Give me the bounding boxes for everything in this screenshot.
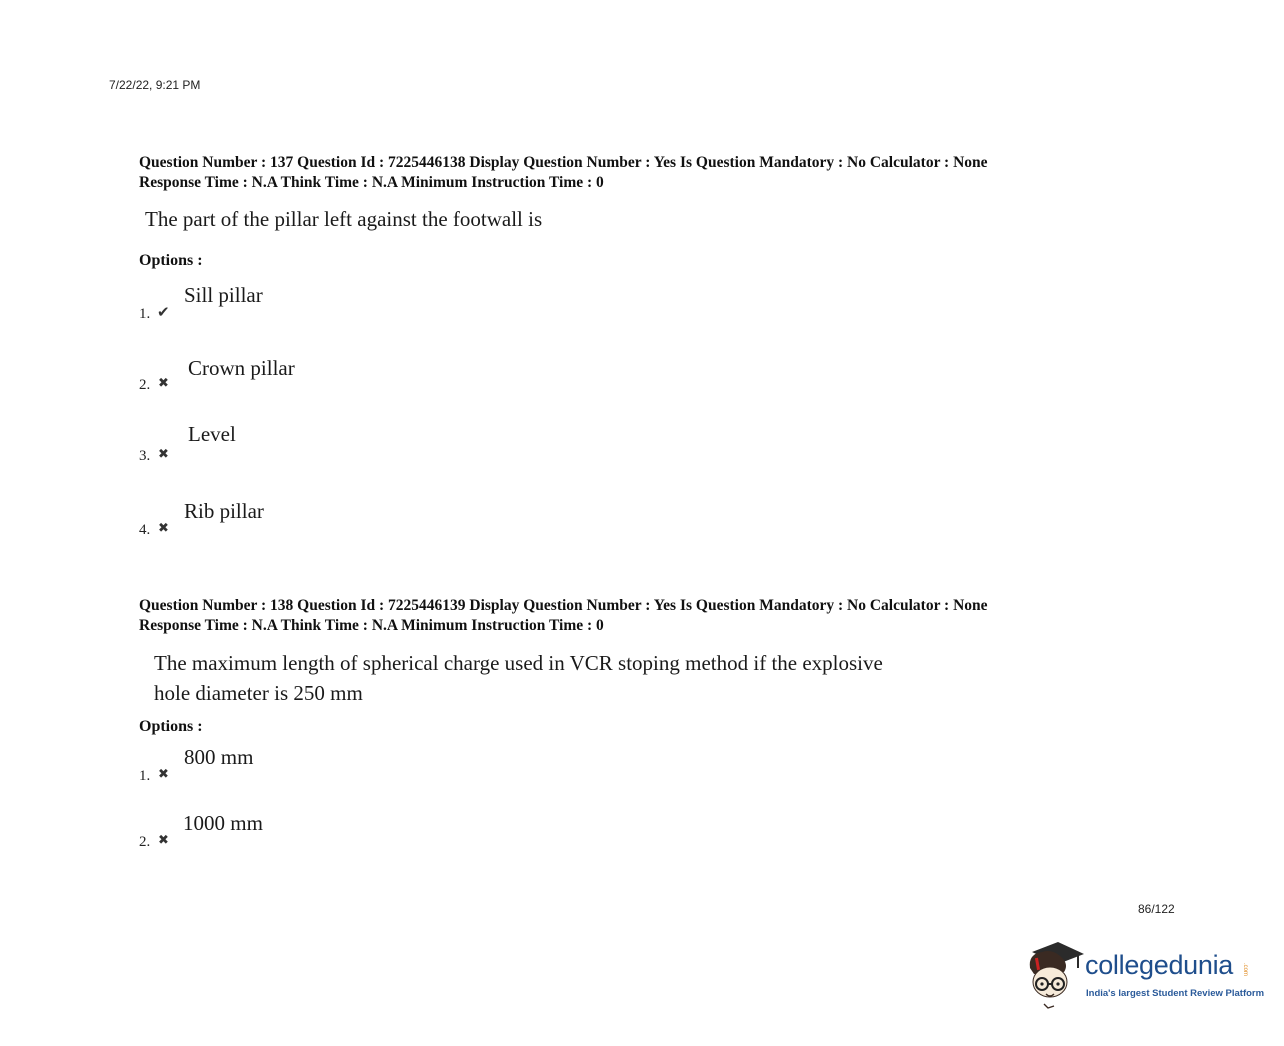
option-number: 3. (139, 448, 151, 464)
cross-icon: ✖ (158, 375, 169, 390)
options-label: Options : (139, 252, 203, 269)
question-text-line-1: The maximum length of spherical charge used in VCR stoping method if the explosive (154, 651, 883, 675)
question-meta-line-1: Question Number : 138 Question Id : 7225446139 Display Question Number : Yes Is Question Mandatory : No Calculator : None (139, 597, 988, 614)
option-text: 800 mm (184, 745, 254, 769)
question-meta-line-2: Response Time : N.A Think Time : N.A Minimum Instruction Time : 0 (139, 617, 604, 634)
option-text: 1000 mm (183, 811, 263, 835)
brand-tagline: India's largest Student Review Platform (1086, 988, 1265, 999)
page-number: 86/122 (1138, 902, 1175, 916)
mascot-icon (1024, 938, 1086, 1010)
option-text: Crown pillar (188, 356, 295, 380)
brand-name: collegedunia (1085, 950, 1234, 980)
brand-domain-suffix: .com (1242, 963, 1248, 977)
cross-icon: ✖ (158, 520, 169, 535)
option-number: 2. (139, 377, 151, 393)
option-text: Rib pillar (184, 499, 264, 523)
options-label: Options : (139, 718, 203, 735)
question-meta-line-1: Question Number : 137 Question Id : 7225446138 Display Question Number : Yes Is Question Mandatory : No Calculator : None (139, 154, 988, 171)
question-meta-line-2: Response Time : N.A Think Time : N.A Minimum Instruction Time : 0 (139, 174, 604, 191)
option-number: 2. (139, 834, 151, 850)
option-number: 1. (139, 306, 151, 322)
cross-icon: ✖ (158, 766, 169, 781)
checkmark-icon: ✔ (157, 305, 170, 321)
option-text: Level (188, 422, 236, 446)
cross-icon: ✖ (158, 832, 169, 847)
print-timestamp: 7/22/22, 9:21 PM (109, 78, 201, 92)
option-number: 1. (139, 768, 151, 784)
cross-icon: ✖ (158, 446, 169, 461)
question-text-line-2: hole diameter is 250 mm (154, 681, 363, 705)
option-number: 4. (139, 522, 151, 538)
question-text: The part of the pillar left against the footwall is (145, 207, 543, 231)
option-text: Sill pillar (184, 283, 263, 307)
